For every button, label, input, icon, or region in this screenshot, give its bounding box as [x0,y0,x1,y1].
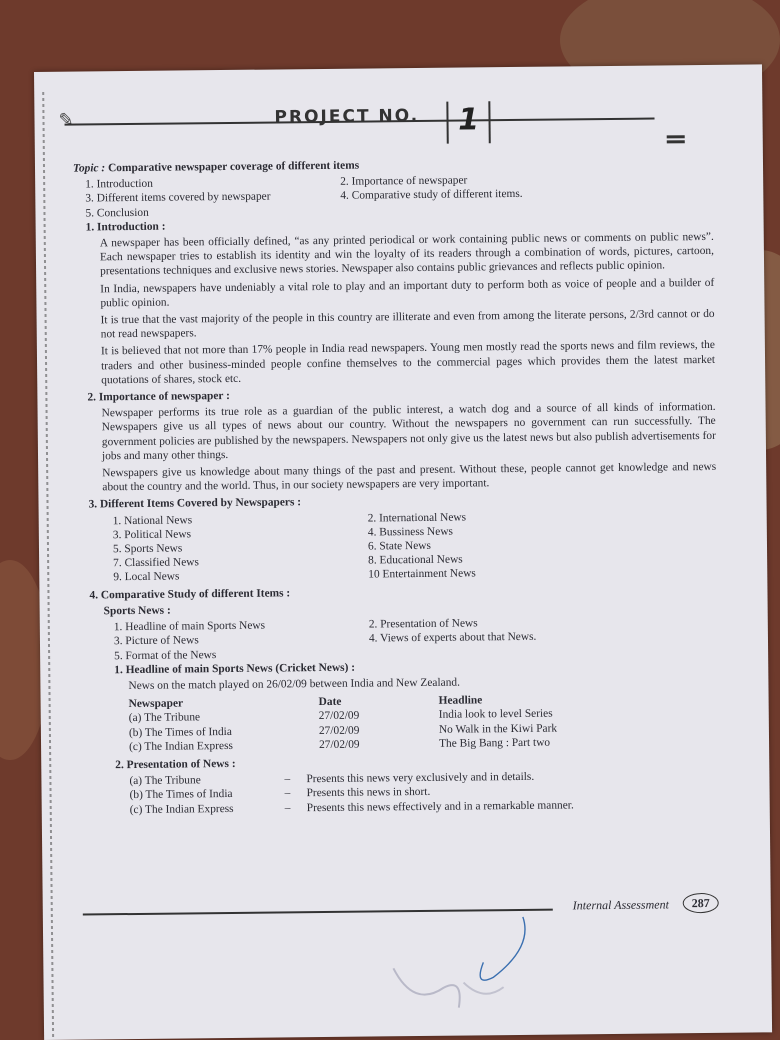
items-list [77,508,718,586]
table-header: Date [318,695,342,709]
perforated-edge [42,92,54,1040]
table-header: Headline [438,694,483,707]
list-item: 2. International News [367,511,467,525]
contents-item: 5. Conclusion [85,206,149,220]
paragraph: It is true that the vast majority of the people in this country are illiterate and even from among the literate persons, 2/3rd cannot or do not read newspapers. [100,307,715,341]
table-cell: Presents this news very exclusively and in details. [306,770,535,786]
contents-list [73,171,713,220]
document-page [34,64,772,1040]
paragraph: A newspaper has been officially defined, “as any printed periodical or work containing public news or comments on public news”. Each newspaper tries to establish its identity and win the loyalty of its readers through a combination of words, pictures, cartoon, presentations techniques and exclusive news stories. Newspaper also contains public grievances and reflects public opinion. [99,230,714,278]
project-title: PROJECT NO. [274,105,420,128]
list-item: 2. Presentation of News [368,617,478,631]
subsection-intro: News on the match played on 26/02/09 between India and New Zealand. [128,676,460,692]
list-item: 3. Political News [112,528,192,542]
list-item: 6. State News [367,539,432,553]
topic-text: Comparative newspaper coverage of different items [107,159,360,175]
list-item: 10 Entertainment News [368,567,476,582]
list-item: 7. Classified News [113,556,199,570]
document-body [73,155,720,817]
table-cell: – [284,787,291,800]
contents-item: 3. Different items covered by newspaper [85,190,271,205]
section-heading: 2. Importance of newspaper : [87,390,230,404]
project-number: 1 [446,101,490,143]
paragraph: Newspaper performs its true role as a guardian of the public interest, a watch dog and a source of all kinds of information. Newspapers give us all types of news about our country. Without the newspapers no government can run successfully. The government policies are published by the newspapers. Newspapers not only give us the latest news but also publish advertisements for jobs and many other things. [101,401,716,463]
table-cell: (a) The Tribune [128,711,201,725]
table-cell: 27/02/09 [318,709,360,723]
subsection-heading: 1. Headline of main Sports News (Cricket News) : [114,661,356,676]
list-item: 8. Educational News [368,553,463,567]
table-cell: Presents this news in short. [306,786,431,800]
section-heading: 3. Different Items Covered by Newspapers : [88,496,302,511]
table-cell: 27/02/09 [318,724,360,737]
list-item: 5. Sports News [112,542,183,556]
table-cell: No Walk in the Kiwi Park [438,722,558,736]
list-item: 3. Picture of News [113,634,199,648]
subsection-heading: Sports News : [103,604,171,618]
table-cell: (a) The Tribune [129,774,201,788]
table-cell: – [284,773,291,786]
table-cell: (c) The Indian Express [129,802,234,816]
table-cell: (b) The Times of India [129,788,233,802]
pen-scribble-icon [373,906,574,1028]
pen-logo-icon: ✎ [58,109,74,130]
contents-item: 1. Introduction [85,177,153,191]
list-item: 1. National News [112,514,193,527]
table-cell: 27/02/09 [318,738,360,751]
table-cell: The Big Bang : Part two [438,736,551,750]
section-heading: 1. Introduction : [85,220,166,234]
contents-item: 2. Importance of newspaper [340,174,468,189]
table-cell: (b) The Times of India [128,725,232,739]
header-bars-decoration [667,135,685,145]
paragraph: It is believed that not more than 17% people in India read newspapers. Young men mostly read the sports news and film reviews, the traders and other business-minded people confine themselves to the commercial pages which provides them the latest market quotations of shares, stock etc. [100,339,716,387]
page-number: 287 [683,893,719,913]
table-cell: Presents this news effectively and in a remarkable manner. [306,798,574,814]
list-item: 9. Local News [113,570,180,584]
contents-item: 4. Comparative study of different items. [340,188,523,203]
paragraph: Newspapers give us knowledge about many things of the past and present. Without these, people cannot get knowledge and news about the country and the world. Thus, in our society newspapers are very important. [102,460,717,494]
sports-items-list [78,614,718,663]
list-item: 4. Bussiness News [367,525,454,539]
section-heading: 4. Comparative Study of different Items : [89,587,291,602]
table-header: Newspaper [128,697,184,711]
list-item: 1. Headline of main Sports News [113,619,266,634]
list-item: 5. Format of the News [114,648,217,662]
table-cell: – [284,801,291,814]
paragraph: In India, newspapers have undeniably a vital role to play and an important duty to perform both as voice of people and a builder of public opinion. [100,276,715,310]
footer-label: Internal Assessment [572,897,669,913]
list-item: 4. Views of experts about that News. [368,631,537,645]
table-cell: (c) The Indian Express [129,739,233,753]
subsection-heading: 2. Presentation of News : [115,757,236,772]
table-cell: India look to level Series [438,707,553,722]
topic-label: Topic : [72,162,106,175]
